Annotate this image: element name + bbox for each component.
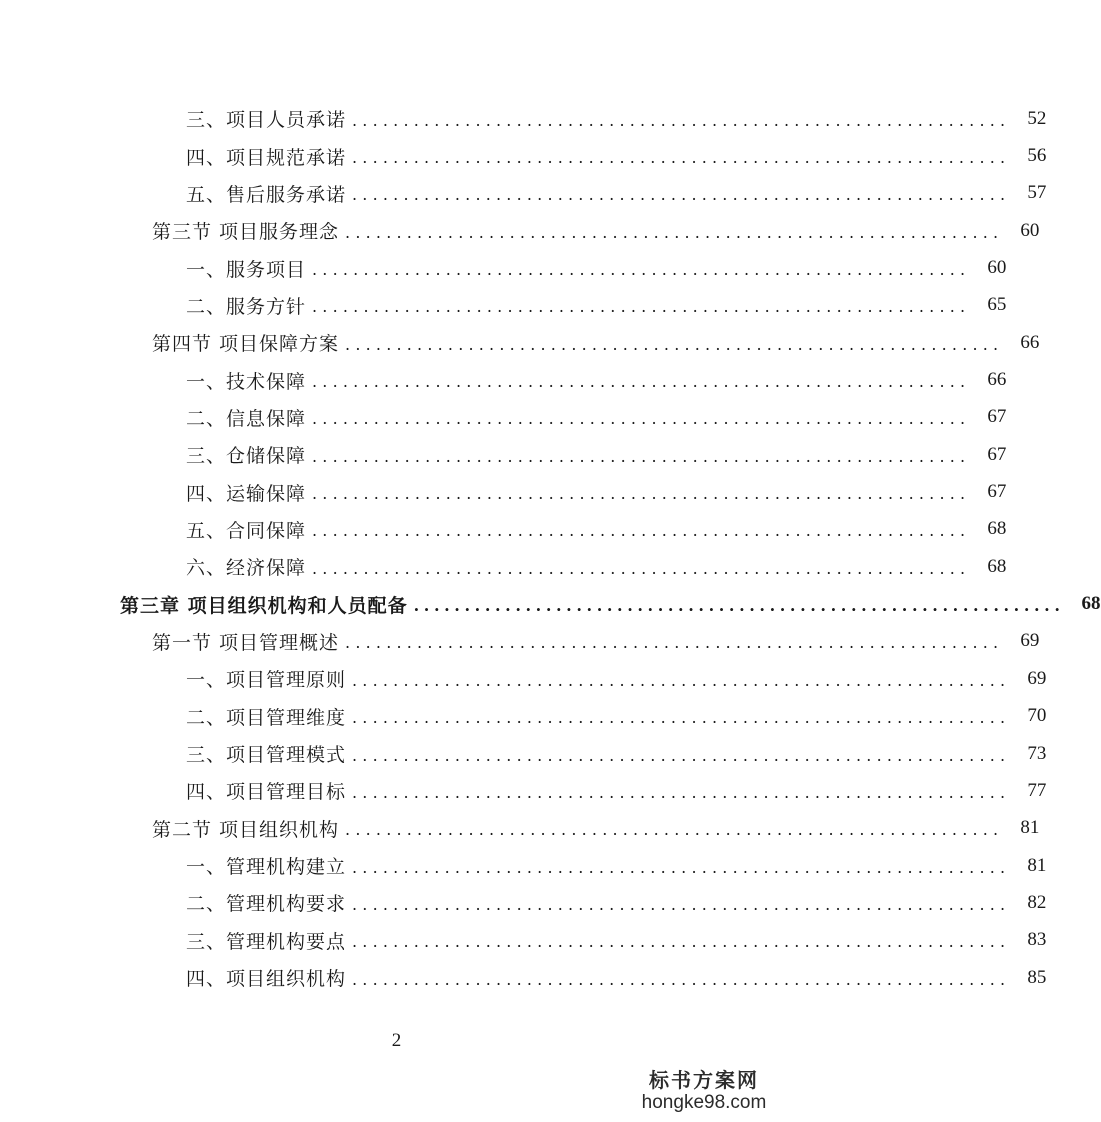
- dot-leader: ................................................................: [312, 409, 971, 429]
- dot-leader: ................................................................: [352, 670, 1011, 690]
- toc-entry-page: 70: [1027, 705, 1047, 727]
- dot-leader: ................................................................: [312, 446, 971, 466]
- toc-entry-title: 第四节 项目保障方案: [152, 333, 340, 356]
- toc-entry-title: 五、合同保障: [186, 519, 307, 542]
- dot-leader: ................................................................: [352, 782, 1011, 802]
- toc-entry-page: 68: [1081, 593, 1101, 615]
- toc-entry[interactable]: [0, 847, 1047, 884]
- toc-entry[interactable]: [0, 585, 1101, 622]
- toc-entry-page: 69: [1020, 630, 1040, 652]
- dot-leader: ................................................................: [312, 484, 971, 504]
- toc-entry-page: 66: [987, 369, 1007, 391]
- toc-entry[interactable]: [0, 100, 1047, 137]
- toc-entry-page: 52: [1027, 107, 1047, 129]
- toc-entry[interactable]: [0, 287, 1007, 324]
- dot-leader: ................................................................: [352, 110, 1011, 130]
- toc-entry-page: 66: [1020, 331, 1040, 353]
- toc-entry[interactable]: [0, 212, 1040, 249]
- toc-entry-page: 82: [1027, 891, 1047, 913]
- dot-leader: ................................................................: [345, 633, 1004, 653]
- toc-entry[interactable]: [0, 810, 1040, 847]
- toc-entry-title: 四、项目管理目标: [186, 781, 347, 804]
- dot-leader: ................................................................: [352, 894, 1011, 914]
- dot-leader: ................................................................: [352, 857, 1011, 877]
- dot-leader: ................................................................: [352, 185, 1011, 205]
- toc-entry-page: 77: [1027, 779, 1047, 801]
- toc-entry[interactable]: [0, 922, 1047, 959]
- toc-entry[interactable]: [0, 660, 1047, 697]
- toc-entry-title: 四、项目组织机构: [186, 968, 347, 991]
- toc-entry-title: 二、服务方针: [186, 295, 307, 318]
- toc-entry[interactable]: [0, 623, 1040, 660]
- toc-entry-title: 三、项目人员承诺: [186, 109, 347, 132]
- toc-entry-page: 65: [987, 294, 1007, 316]
- toc-entry-page: 81: [1027, 854, 1047, 876]
- toc-entry[interactable]: [0, 959, 1047, 996]
- dot-leader: ................................................................: [413, 596, 1065, 616]
- watermark-url: hongke98.com: [641, 1092, 767, 1113]
- dot-leader: ................................................................: [345, 222, 1004, 242]
- toc-entry[interactable]: [0, 548, 1007, 585]
- toc-entry[interactable]: [0, 249, 1007, 286]
- toc-entry-title: 三、仓储保障: [186, 445, 307, 468]
- toc-entry-title: 一、服务项目: [186, 258, 307, 281]
- toc-entry-page: 68: [987, 555, 1007, 577]
- toc-entry-page: 67: [987, 481, 1007, 503]
- toc-entry-title: 三、项目管理模式: [186, 744, 347, 767]
- dot-leader: ................................................................: [345, 820, 1004, 840]
- toc-entry[interactable]: [0, 473, 1007, 510]
- page-number: 2: [391, 1030, 402, 1051]
- toc-entry-page: 85: [1027, 966, 1047, 988]
- dot-leader: ................................................................: [352, 932, 1011, 952]
- toc-entry-title: 四、项目规范承诺: [186, 146, 347, 169]
- toc-entry-title: 二、信息保障: [186, 407, 307, 430]
- watermark-title: 标书方案网: [649, 1068, 759, 1092]
- dot-leader: ................................................................: [312, 558, 971, 578]
- toc-entry-page: 57: [1027, 182, 1047, 204]
- toc-entry-title: 六、经济保障: [186, 557, 307, 580]
- toc-entry-page: 73: [1027, 742, 1047, 764]
- table-of-contents: [0, 100, 1101, 996]
- toc-entry-page: 67: [987, 443, 1007, 465]
- dot-leader: ................................................................: [345, 334, 1004, 354]
- toc-entry-page: 83: [1027, 929, 1047, 951]
- toc-entry[interactable]: [0, 698, 1047, 735]
- toc-entry[interactable]: [0, 884, 1047, 921]
- toc-entry-title: 一、技术保障: [186, 370, 307, 393]
- toc-entry-title: 四、运输保障: [186, 482, 307, 505]
- dot-leader: ................................................................: [352, 148, 1011, 168]
- toc-entry[interactable]: [0, 399, 1007, 436]
- toc-entry[interactable]: [0, 436, 1007, 473]
- toc-entry-title: 第三章 项目组织机构和人员配备: [120, 594, 408, 617]
- toc-entry-page: 67: [987, 406, 1007, 428]
- toc-entry-page: 56: [1027, 145, 1047, 167]
- site-watermark-logo: [629, 1068, 779, 1114]
- toc-entry[interactable]: [0, 361, 1007, 398]
- toc-entry[interactable]: [0, 511, 1007, 548]
- toc-entry[interactable]: [0, 137, 1047, 174]
- toc-entry-page: 69: [1027, 667, 1047, 689]
- toc-entry-title: 第三节 项目服务理念: [152, 221, 340, 244]
- toc-entry-title: 五、售后服务承诺: [186, 183, 347, 206]
- dot-leader: ................................................................: [352, 969, 1011, 989]
- toc-entry-page: 81: [1020, 817, 1040, 839]
- toc-entry-page: 68: [987, 518, 1007, 540]
- toc-entry[interactable]: [0, 772, 1047, 809]
- toc-entry-title: 二、项目管理维度: [186, 706, 347, 729]
- dot-leader: ................................................................: [352, 745, 1011, 765]
- toc-entry[interactable]: [0, 735, 1047, 772]
- toc-entry-title: 一、管理机构建立: [186, 856, 347, 879]
- toc-entry-title: 一、项目管理原则: [186, 669, 347, 692]
- dot-leader: ................................................................: [312, 260, 971, 280]
- toc-entry[interactable]: [0, 175, 1047, 212]
- toc-entry-title: 二、管理机构要求: [186, 893, 347, 916]
- toc-entry-title: 第二节 项目组织机构: [152, 818, 340, 841]
- toc-entry[interactable]: [0, 324, 1040, 361]
- dot-leader: ................................................................: [312, 297, 971, 317]
- toc-entry-title: 三、管理机构要点: [186, 930, 347, 953]
- dot-leader: ................................................................: [352, 708, 1011, 728]
- toc-entry-title: 第一节 项目管理概述: [152, 631, 340, 654]
- toc-entry-page: 60: [987, 257, 1007, 279]
- dot-leader: ................................................................: [312, 521, 971, 541]
- dot-leader: ................................................................: [312, 372, 971, 392]
- toc-entry-page: 60: [1020, 219, 1040, 241]
